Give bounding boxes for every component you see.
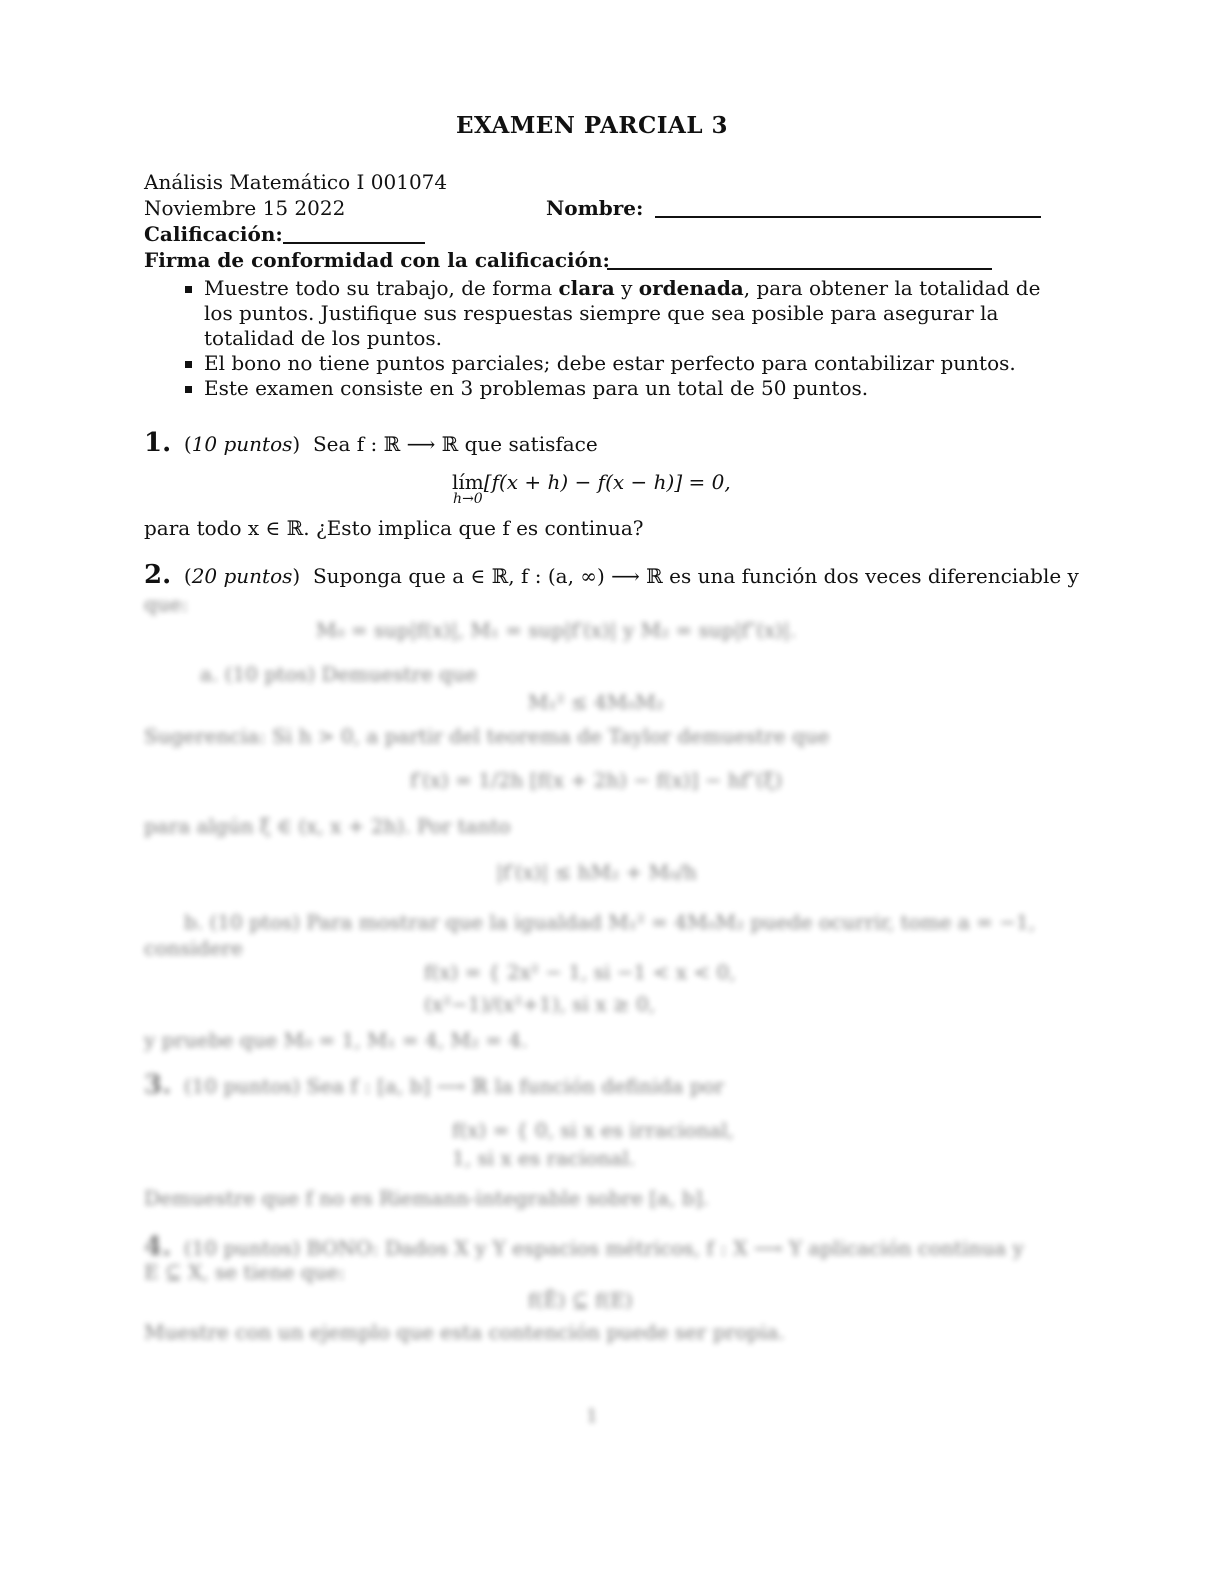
grade-label: Calificación: [144, 222, 283, 246]
instruction-item: El bono no tiene puntos parciales; debe estar perfecto para contabilizar puntos. [180, 351, 1050, 376]
problem-points: 10 puntos [191, 432, 293, 456]
name-label: Nombre: [546, 196, 644, 220]
problem-1-closing: para todo x ∈ ℝ. ¿Esto implica que f es continua? [144, 516, 644, 540]
instruction-item: Muestre todo su trabajo, de forma clara y ordenada, para obtener la totalidad de los puntos. Justifique sus respuestas siempre que sea posible para asegurar la totalidad de los puntos. [180, 276, 1050, 351]
problem-number: 2. [144, 560, 172, 590]
problem-1-equation: lím h→0 [f(x + h) − f(x − h)] = 0, [452, 470, 731, 507]
page-number: 1 [586, 1406, 598, 1427]
problem-2-header: 2. (20 puntos) Suponga que a ∈ ℝ, f : (a, ∞) ⟶ ℝ es una función dos veces diferenciable y [144, 560, 1079, 590]
problem-number: 3. [144, 1070, 172, 1100]
limit-operator: lím h→0 [452, 470, 484, 507]
exam-title: EXAMEN PARCIAL 3 [455, 112, 729, 139]
problem-points: 20 puntos [191, 564, 293, 588]
problem-statement: Sea f : ℝ ⟶ ℝ que satisface [312, 432, 598, 456]
instructions-list [180, 276, 1050, 401]
problem-statement: Suponga que a ∈ ℝ, f : (a, ∞) ⟶ ℝ es una función dos veces diferenciable y [312, 564, 1079, 588]
instruction-item: Este examen consiste en 3 problemas para un total de 50 puntos. [180, 376, 1050, 401]
signature-label: Firma de conformidad con la calificación: [144, 248, 610, 272]
name-blank-line[interactable] [655, 216, 1041, 218]
course-name: Análisis Matemático I 001074 [144, 170, 448, 194]
problem-1-header: 1. (10 puntos) Sea f : ℝ ⟶ ℝ que satisface [144, 428, 598, 458]
exam-date: Noviembre 15 2022 [144, 196, 346, 220]
grade-blank-line[interactable] [283, 242, 425, 244]
signature-blank-line[interactable] [607, 268, 992, 270]
exam-page: EXAMEN PARCIAL 3 Análisis Matemático I 001074 Noviembre 15 2022 Nombre: Calificación: Firma de conformidad con la calificación: Muestre todo su trabajo, de forma clara y ordenada, para obtener la totalidad de los puntos. Justifique sus respuestas siempre que sea posible para asegurar la totalidad de los puntos. El bono no tiene puntos parciales; debe estar perfecto para contabilizar puntos. Este examen consiste en 3 problemas para un total de 50 puntos. 1. (10 puntos) Sea f : ℝ ⟶ ℝ que satisface lím h→0 [f(x + h) − f(x − h)] = 0, para todo x ∈ ℝ. ¿Esto implica que f es continua? 2. (20 puntos) Suponga que a ∈ ℝ, f : (a, ∞) ⟶ ℝ es una función dos veces diferenciable y que: M₀ = sup|f(x)|, M₁ = sup|f′(x)| y M₂ = sup|f″(x)|. a. (10 ptos) Demuestre que M₁² ≤ 4M₀M₂ Sugerencia: Si h > 0, a partir del teorema de Taylor demuestre que f′(x) = 1/2h [f(x + 2h) − f(x)] − hf″(ξ) para algún ξ ∈ (x, x + 2h). Por tanto |f′(x)| ≤ hM₂ + M₀/h b. (10 ptos) Para mostrar que la igualdad M₁² = 4M₀M₂ puede ocurrir, tome a = −1, considere f(x) = { 2x² − 1, si −1 < x < 0, (x²−1)/(x²+1), si x ≥ 0, y pruebe que M₀ = 1, M₁ = 4, M₂ = 4. 3. (10 puntos) Sea f : [a, b] ⟶ ℝ la función definida por f(x) = { 0, si x es irracional, 1, si x es racional. Demuestre que f no es Riemann-integrable sobre [a, b]. 4. (10 puntos) BONO: Dados X y Y espacios métricos, f : X ⟶ Y aplicación continua y E ⊆ X, se tiene que: f(Ē) ⊆ f(E) Muestre con un ejemplo que esta contención puede ser propia. 1 [0, 0, 1224, 1584]
problem-number: 4. [144, 1232, 172, 1262]
problem-number: 1. [144, 428, 172, 458]
